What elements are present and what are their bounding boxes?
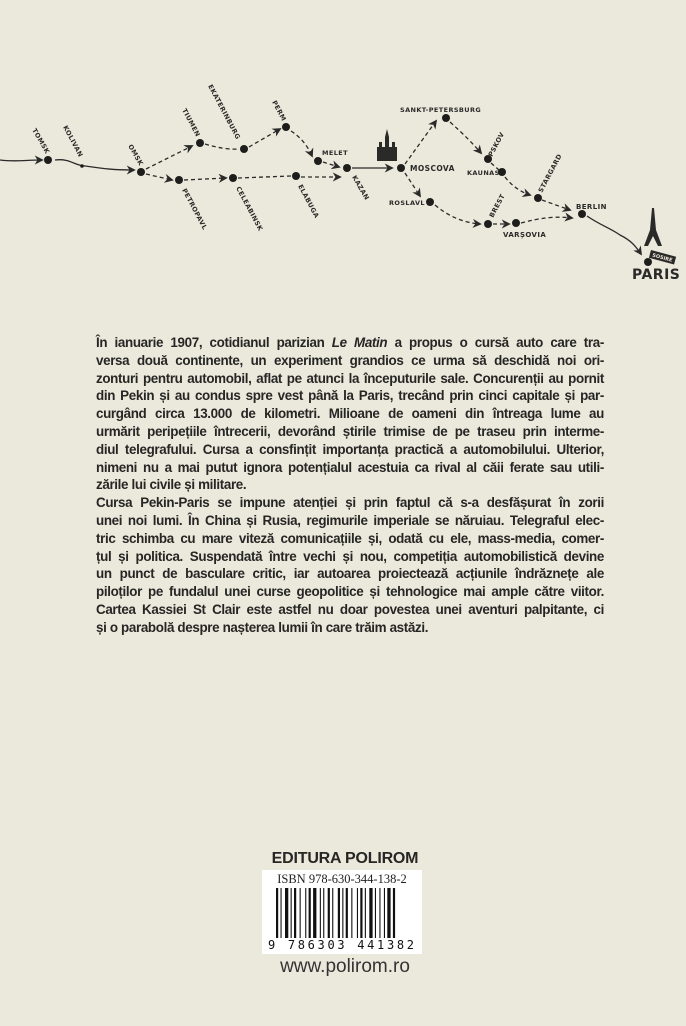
barcode-bar — [387, 888, 390, 938]
barcode-bar — [384, 888, 385, 938]
description-line: curgând circa 13.000 de kilometri. Milioane de oameni din întreaga lume au — [96, 406, 604, 422]
barcode-bar — [369, 888, 372, 938]
city-label: PETROPAVL — [180, 187, 209, 232]
description-line: versa două continente, un experiment grandios ce urma să deschidă noi ori- — [96, 352, 604, 368]
barcode-bar — [309, 888, 311, 938]
description-line: piloților pe fundalul unei curse geopolitice și tehnologice mai ample către viitor. — [96, 584, 604, 600]
eiffel-tower-icon — [644, 208, 662, 246]
barcode-bar — [360, 888, 362, 938]
barcode-bar — [313, 888, 316, 938]
barcode-bar — [281, 888, 282, 938]
barcode-bars — [266, 888, 418, 952]
barcode-bar — [276, 888, 278, 938]
city-label: PERM — [270, 99, 288, 123]
description-line: nimeni nu a mai putut ignora potențialul acestuia ca rival al căii ferate sau utili- — [96, 459, 604, 475]
barcode-bar — [338, 888, 340, 938]
route-solid — [0, 160, 42, 161]
city-label: TIUMEN — [180, 107, 202, 139]
city-label: BREST — [487, 192, 507, 219]
route-solid — [55, 160, 134, 170]
description-line: și o parabolă despre nașterea lumii în care trăim astăzi. — [96, 619, 429, 635]
barcode-bar — [393, 888, 395, 938]
city-label: SANKT-PETERSBURG — [400, 106, 482, 114]
city-label: CELEABINSK — [234, 185, 265, 233]
city-label: MOSCOVA — [410, 164, 455, 173]
barcode-bar — [332, 888, 333, 938]
route-map — [0, 0, 686, 300]
barcode-bar — [328, 888, 330, 938]
barcode-bar — [351, 888, 352, 938]
sosire-flag — [649, 250, 676, 264]
barcode-bar — [365, 888, 366, 938]
description-line: unei noi lumi. În China și Rusia, regimurile imperiale se năruiau. Telegraful elec- — [96, 512, 604, 528]
city-label: OMSK — [126, 143, 145, 168]
barcode-bar — [285, 888, 288, 938]
description-line: zonturi pentru automobil, aflat pe atunci la începuturile sale. Concurenții au pornit — [96, 370, 604, 386]
publisher-name: EDITURA POLIROM — [271, 850, 419, 867]
city-label: ELABUGA — [296, 183, 321, 220]
city-label: STARGARD — [536, 152, 564, 194]
description-line: diul telegrafului. Cursa a consfințit importanța practică a automobilului. Ulterior, — [96, 441, 604, 457]
city-label: KAUNAS — [467, 169, 500, 177]
barcode-bar — [291, 888, 292, 938]
book-description — [96, 334, 604, 637]
description-line: În ianuarie 1907, cotidianul parizian Le Matin a propus o cursă auto care tra- — [96, 335, 604, 350]
barcode — [262, 870, 422, 954]
barcode-bar — [342, 888, 343, 938]
barcode-bar — [320, 888, 321, 938]
kremlin-icon — [377, 129, 397, 161]
description-line: țul și politica. Suspendată între vechi și nou, competiția automobilistică devine — [96, 548, 604, 564]
barcode-bar — [375, 888, 376, 938]
isbn-number: ISBN 978-630-344-138-2 — [277, 872, 407, 886]
barcode-bar — [305, 888, 306, 938]
flag-label: SOSIRE — [651, 252, 673, 264]
description-line: zările lui civile și militare. — [96, 477, 247, 493]
city-label: MELET — [322, 149, 348, 157]
description-line: urmărit peripețiile întrecerii, devorând știrile trimise de pe traseu prin interme- — [96, 423, 604, 439]
barcode-bar — [379, 888, 380, 938]
city-label: PSKOV — [486, 130, 507, 158]
city-label: TOMSK — [30, 127, 52, 156]
barcode-bar — [294, 888, 296, 938]
city-label-paris: PARIS — [632, 267, 681, 283]
barcode-bar — [300, 888, 301, 938]
description-line: Cartea Kassiei St Clair este astfel nu doar povestea unei aventuri palpitante, ci — [96, 601, 604, 617]
description-line: tric schimba cu mare viteză comunicațiile și, odată cu ele, mass-media, comer- — [96, 530, 604, 546]
description-line: Cursa Pekin-Paris se impune atenției și prin faptul că s-a desfășurat în zorii — [96, 495, 604, 511]
description-line: un punct de basculare critic, iar autoarea proiectează acțiunile îndrăznețe ale — [96, 566, 604, 582]
barcode-bar — [323, 888, 324, 938]
barcode-bar — [357, 888, 358, 938]
publisher-website[interactable]: www.polirom.ro — [280, 956, 410, 977]
city-label: KAZAN — [350, 174, 371, 202]
city-label: KOLIVAN — [61, 124, 85, 159]
description-line: din Pekin și au condus spre vest până la Paris, trecând prin cinci capitale și par- — [96, 388, 604, 404]
city-label: ROSLAVL — [389, 199, 425, 207]
barcode-digits: 9 786303 441382 — [268, 938, 414, 952]
city-label: BERLIN — [576, 203, 607, 211]
city-label: VARȘOVIA — [503, 231, 547, 239]
city-label: EKATERINBURG — [206, 83, 242, 141]
barcode-bar — [346, 888, 348, 938]
